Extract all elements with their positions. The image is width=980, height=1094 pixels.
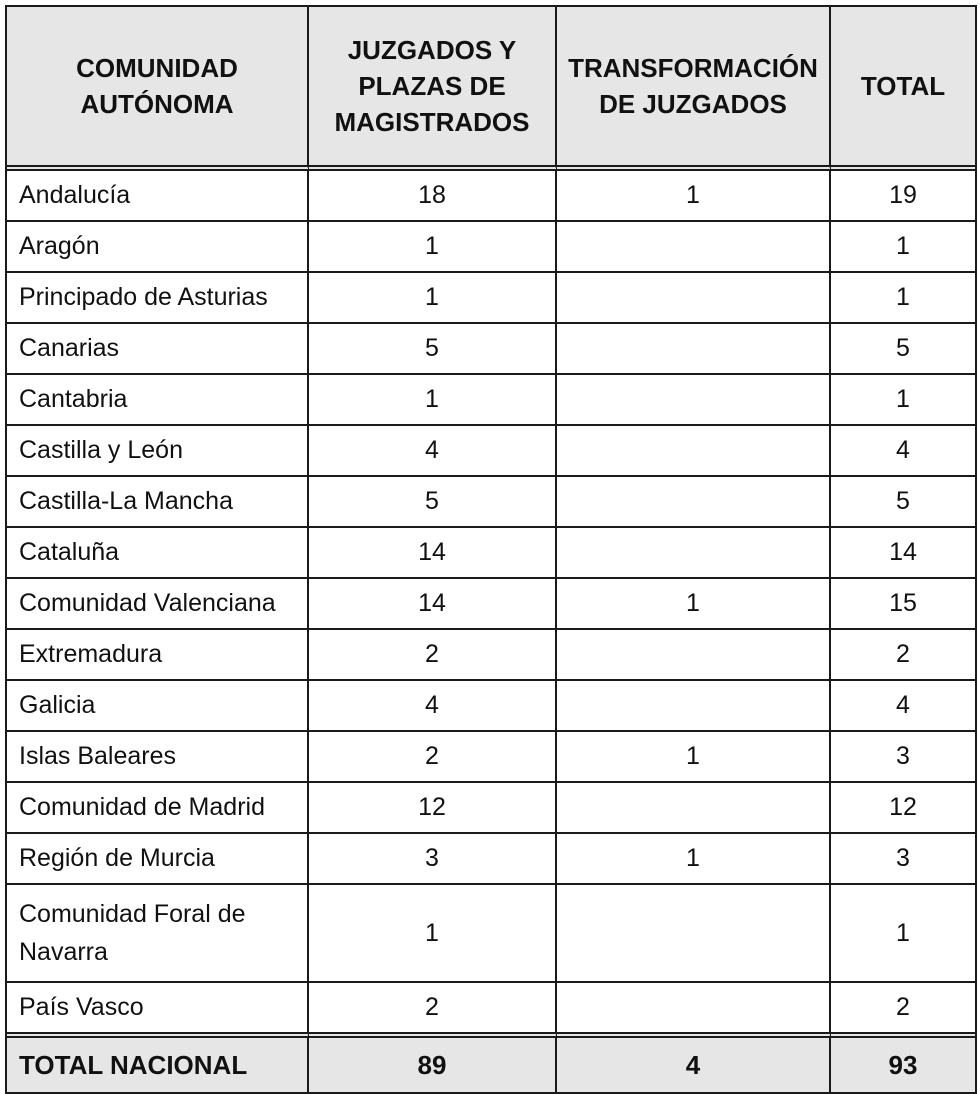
table-row xyxy=(7,477,975,528)
cell-transformation: 1 xyxy=(557,171,831,222)
cell-courts: 1 xyxy=(309,273,557,324)
total-row xyxy=(7,1032,975,1092)
cell-total: 4 xyxy=(831,426,975,477)
cell-transformation xyxy=(557,426,831,477)
cell-community: Islas Baleares xyxy=(7,732,309,783)
cell-courts: 12 xyxy=(309,783,557,834)
cell-community: Aragón xyxy=(7,222,309,273)
table-row xyxy=(7,885,975,983)
cell-community: Castilla-La Mancha xyxy=(7,477,309,528)
total-courts: 89 xyxy=(309,1032,557,1092)
cell-total: 2 xyxy=(831,630,975,681)
cell-transformation: 1 xyxy=(557,579,831,630)
cell-total: 15 xyxy=(831,579,975,630)
cell-total: 12 xyxy=(831,783,975,834)
cell-community: Galicia xyxy=(7,681,309,732)
cell-community: País Vasco xyxy=(7,983,309,1032)
table-row xyxy=(7,681,975,732)
total-transformation: 4 xyxy=(557,1032,831,1092)
cell-transformation xyxy=(557,273,831,324)
header-transformation xyxy=(557,7,831,171)
cell-transformation xyxy=(557,783,831,834)
header-transformation-label: TRANSFORMACIÓN DE JUZGADOS xyxy=(568,53,818,119)
cell-courts: 4 xyxy=(309,426,557,477)
cell-courts: 5 xyxy=(309,477,557,528)
cell-courts: 14 xyxy=(309,528,557,579)
cell-transformation xyxy=(557,375,831,426)
cell-transformation xyxy=(557,983,831,1032)
header-courts xyxy=(309,7,557,171)
cell-courts: 5 xyxy=(309,324,557,375)
cell-total: 3 xyxy=(831,834,975,885)
cell-community: Región de Murcia xyxy=(7,834,309,885)
cell-community: Cataluña xyxy=(7,528,309,579)
cell-total: 5 xyxy=(831,324,975,375)
cell-total: 4 xyxy=(831,681,975,732)
table-row xyxy=(7,222,975,273)
table-row xyxy=(7,579,975,630)
cell-courts: 1 xyxy=(309,375,557,426)
cell-transformation xyxy=(557,222,831,273)
cell-total: 1 xyxy=(831,273,975,324)
cell-transformation xyxy=(557,885,831,983)
cell-courts: 1 xyxy=(309,222,557,273)
cell-community: Comunidad Valenciana xyxy=(7,579,309,630)
table-row xyxy=(7,426,975,477)
table-row xyxy=(7,375,975,426)
cell-transformation xyxy=(557,324,831,375)
cell-transformation xyxy=(557,477,831,528)
cell-transformation xyxy=(557,630,831,681)
cell-community: Comunidad Foral de Navarra xyxy=(7,885,309,983)
cell-courts: 2 xyxy=(309,732,557,783)
header-total xyxy=(831,7,975,171)
cell-total: 2 xyxy=(896,993,910,1021)
cell-transformation xyxy=(557,528,831,579)
cell-courts: 18 xyxy=(309,171,557,222)
cell-community: Principado de Asturias xyxy=(7,273,309,324)
cell-community: Cantabria xyxy=(7,375,309,426)
table-row xyxy=(7,273,975,324)
cell-total: 5 xyxy=(831,477,975,528)
header-total-label: TOTAL xyxy=(860,71,946,101)
table-row xyxy=(7,171,975,222)
table-row xyxy=(7,528,975,579)
cell-transformation: 1 xyxy=(557,834,831,885)
cell-courts: 14 xyxy=(309,579,557,630)
cell-transformation xyxy=(557,681,831,732)
table-row xyxy=(7,732,975,783)
cell-transformation: 1 xyxy=(557,732,831,783)
cell-community: Extremadura xyxy=(7,630,309,681)
cell-total: 19 xyxy=(831,171,975,222)
table-row xyxy=(7,983,975,1032)
cell-courts: 2 xyxy=(309,983,557,1032)
cell-community: Andalucía xyxy=(7,171,309,222)
header-community-label: COMUNIDAD AUTÓNOMA xyxy=(76,53,238,119)
cell-total: 14 xyxy=(831,528,975,579)
total-total: 93 xyxy=(831,1032,975,1092)
table-row xyxy=(7,834,975,885)
cell-courts: 2 xyxy=(309,630,557,681)
table-row xyxy=(7,630,975,681)
table-row xyxy=(7,783,975,834)
cell-total: 1 xyxy=(831,885,975,983)
cell-community: Castilla y León xyxy=(7,426,309,477)
cell-total: 1 xyxy=(831,375,975,426)
total-label: TOTAL NACIONAL xyxy=(7,1032,309,1092)
header-community xyxy=(7,7,309,171)
courts-by-community-table xyxy=(5,5,977,1094)
table-row xyxy=(7,324,975,375)
header-row xyxy=(7,7,975,171)
cell-total: 1 xyxy=(831,222,975,273)
table-container xyxy=(5,5,977,1094)
cell-courts: 4 xyxy=(309,681,557,732)
cell-courts: 1 xyxy=(309,885,557,983)
header-courts-label: JUZGADOS Y PLAZAS DE MAGISTRADOS xyxy=(334,35,530,137)
cell-community: Comunidad de Madrid xyxy=(7,783,309,834)
cell-total: 3 xyxy=(831,732,975,783)
cell-community: Canarias xyxy=(7,324,309,375)
cell-courts: 3 xyxy=(309,834,557,885)
